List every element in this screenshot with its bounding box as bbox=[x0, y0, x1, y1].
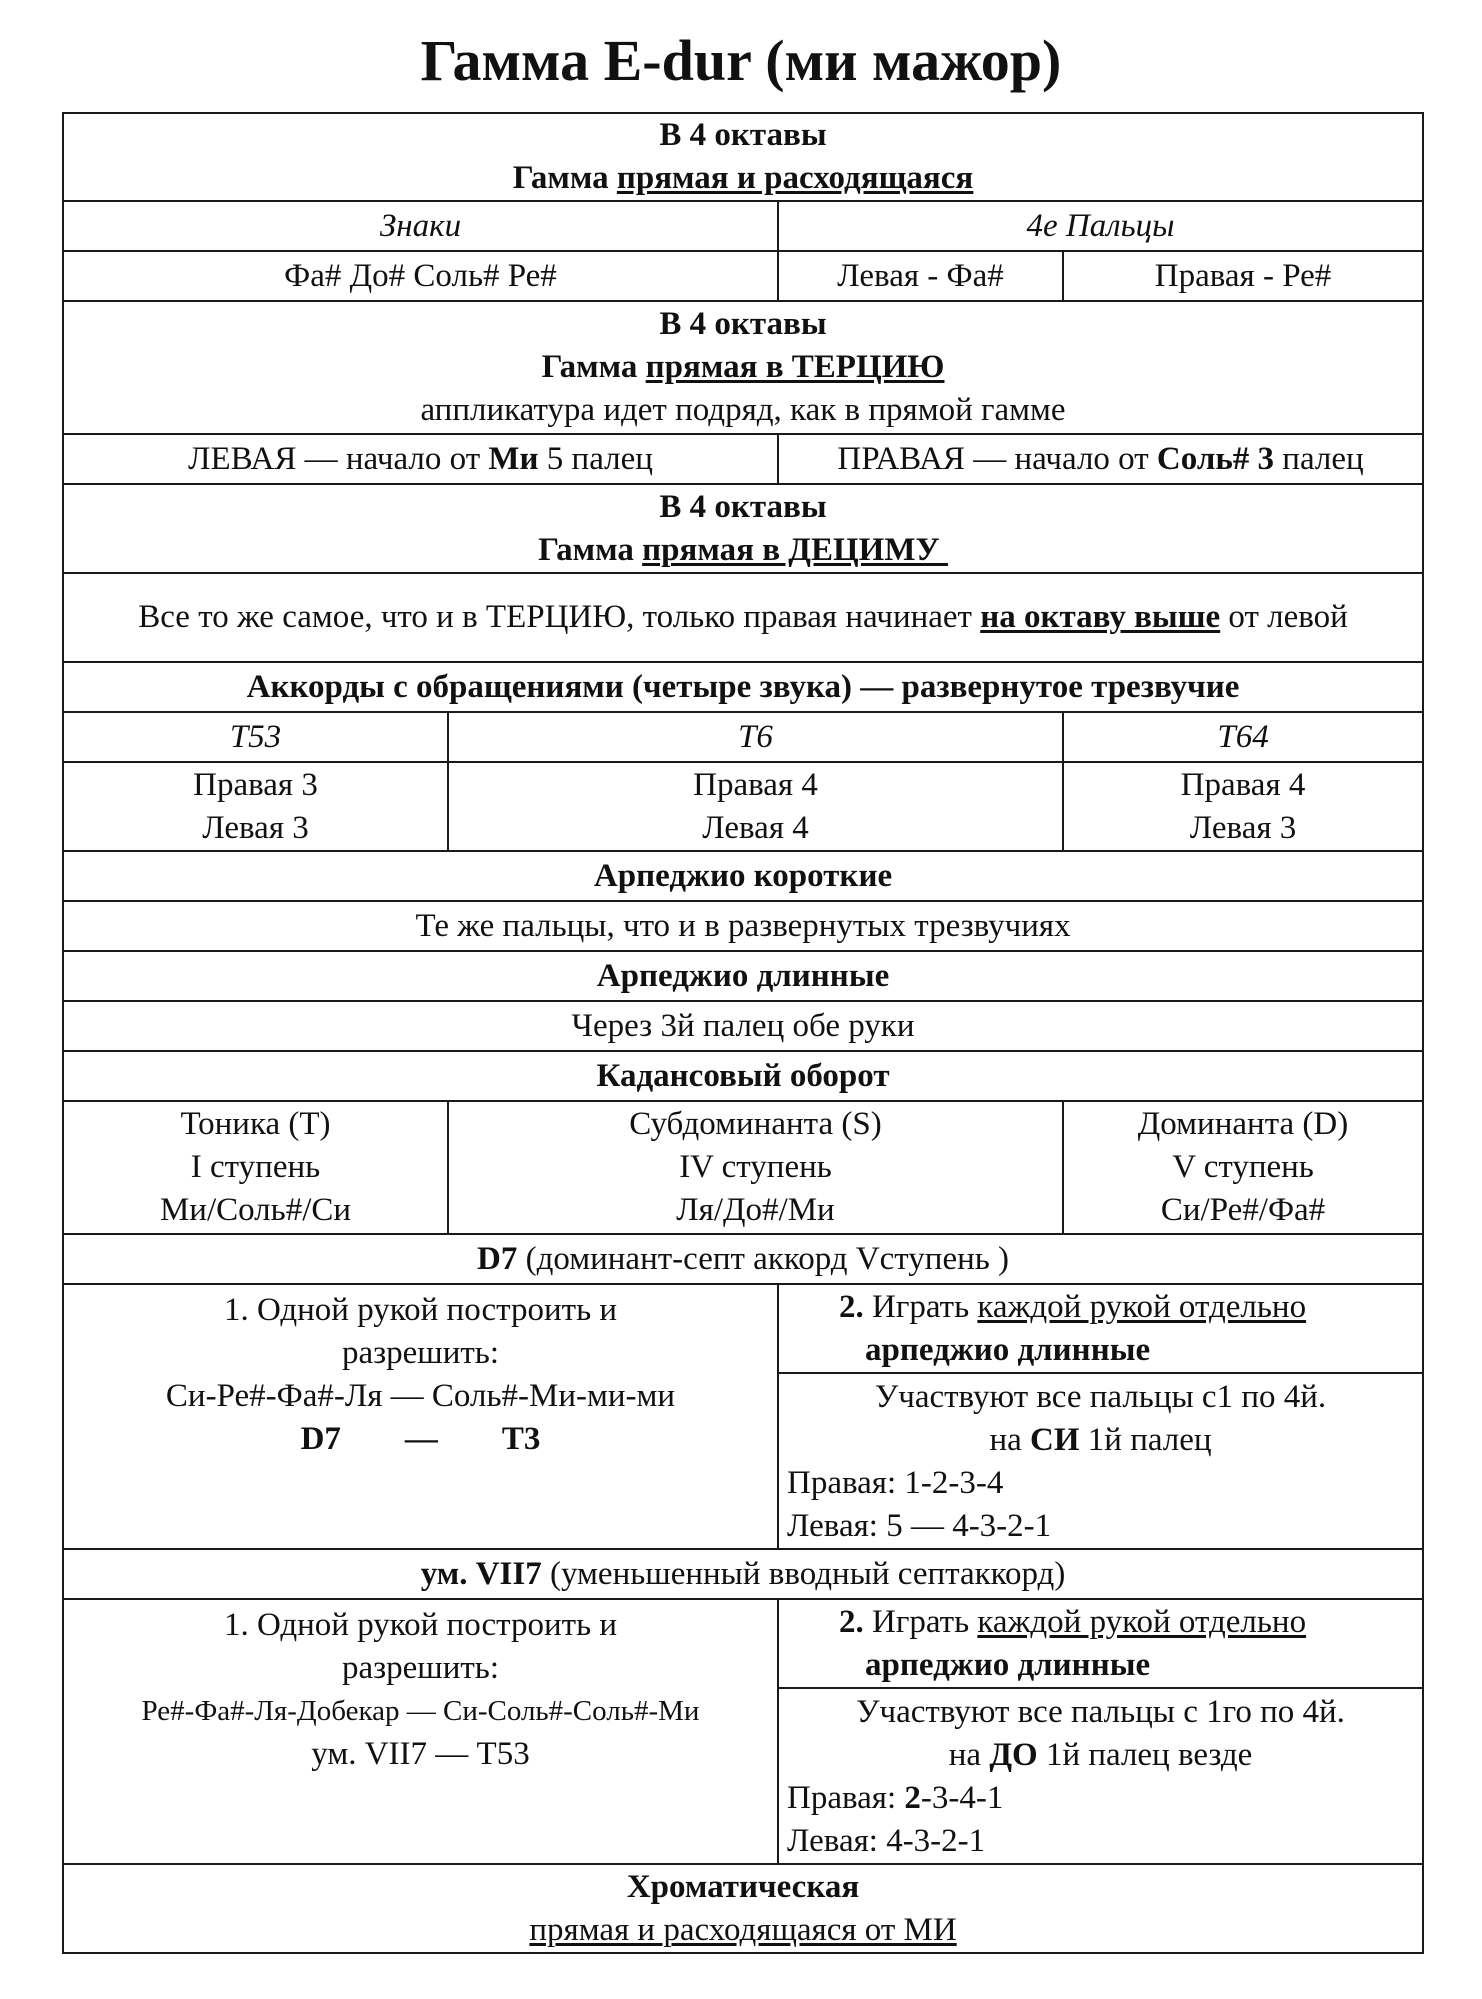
section3-sub-prefix: Гамма bbox=[538, 531, 643, 568]
arpeggio-long-text: Через 3й палец обе руки bbox=[63, 1001, 1423, 1051]
arpeggio-short-heading: Арпеджио короткие bbox=[63, 851, 1423, 901]
d7-fingering: Участвуют все пальцы с1 по 4й. на СИ 1й палец Правая: 1-2-3-4 Левая: 5 — 4-3-2-1 bbox=[778, 1373, 1423, 1549]
chord-fingering: Правая 4 Левая 4 bbox=[448, 762, 1063, 851]
right-fourth-finger: Правая - Ре# bbox=[1063, 251, 1423, 301]
section2-heading: В 4 октавы bbox=[659, 306, 827, 342]
signs-value: Фа# До# Соль# Ре# bbox=[63, 251, 778, 301]
section3-sub-underlined: прямая в ДЕЦИМУ bbox=[642, 531, 948, 568]
fingers-header: 4е Пальцы bbox=[778, 201, 1423, 251]
left-fourth-finger: Левая - Фа# bbox=[778, 251, 1063, 301]
chord-name: Т53 bbox=[63, 712, 448, 762]
section3-heading: В 4 октавы bbox=[659, 488, 827, 525]
section3-note: Все то же самое, что и в ТЕРЦИЮ, только правая начинает на октаву выше от левой bbox=[63, 573, 1423, 662]
third-left-start: ЛЕВАЯ — начало от Ми 5 палец bbox=[63, 434, 778, 484]
d7-heading: D7 (доминант-септ аккорд Vступень ) bbox=[63, 1234, 1423, 1284]
section2-sub-prefix: Гамма bbox=[541, 349, 646, 385]
d7-build-instructions: 1. Одной рукой построить и разрешить: Си-Ре#-Фа#-Ля — Соль#-Ми-ми-ми D7 — Т3 bbox=[63, 1284, 778, 1549]
cadence-subdominant: Субдоминанта (S) IV ступень Ля/До#/Ми bbox=[448, 1101, 1063, 1234]
arpeggio-long-heading: Арпеджио длинные bbox=[63, 951, 1423, 1001]
chromatic-text: прямая и расходящаяся от МИ bbox=[529, 1911, 957, 1948]
section1-sub-prefix: Гамма bbox=[512, 160, 617, 196]
vii7-sequence: Ре#-Фа#-Ля-Добекар — Си-Соль#-Соль#-Ми bbox=[141, 1695, 700, 1727]
vii7-play-instructions: 2. Играть каждой рукой отдельно арпеджио длинные bbox=[778, 1599, 1423, 1688]
section3-header bbox=[63, 484, 1423, 573]
signs-header: Знаки bbox=[63, 201, 778, 251]
chords-heading: Аккорды с обращениями (четыре звука) — развернутое трезвучие bbox=[63, 662, 1423, 712]
chromatic-heading: Хроматическая bbox=[626, 1868, 860, 1905]
vii7-fingering: Участвуют все пальцы с 1го по 4й. на ДО 1й палец везде Правая: 2-3-4-1 Левая: 4-3-2-1 bbox=[778, 1688, 1423, 1864]
cadence-tonic: Тоника (Т) I ступень Ми/Соль#/Си bbox=[63, 1101, 448, 1234]
section1-heading: В 4 октавы bbox=[659, 117, 827, 153]
section2-header bbox=[63, 301, 1423, 434]
section2-note: аппликатура идет подряд, как в прямой гамме bbox=[420, 392, 1066, 428]
section1-sub-underlined: прямая и расходящаяся bbox=[616, 160, 974, 196]
d7-play-instructions: 2. Играть каждой рукой отдельно арпеджио длинные bbox=[778, 1284, 1423, 1373]
chord-name: Т6 bbox=[448, 712, 1063, 762]
chord-fingering: Правая 3 Левая 3 bbox=[63, 762, 448, 851]
chord-fingering: Правая 4 Левая 3 bbox=[1063, 762, 1423, 851]
section2-sub-underlined: прямая в ТЕРЦИЮ bbox=[645, 349, 945, 385]
cadence-heading: Кадансовый оборот bbox=[63, 1051, 1423, 1101]
arpeggio-short-text: Те же пальцы, что и в развернутых трезвучиях bbox=[63, 901, 1423, 951]
d7-sequence: Си-Ре#-Фа#-Ля — Соль#-Ми-ми-ми bbox=[165, 1378, 676, 1414]
page-title: Гамма E-dur (ми мажор) bbox=[420, 28, 1062, 93]
scale-table bbox=[62, 112, 1424, 1954]
section1-header bbox=[63, 113, 1423, 201]
chord-name: Т64 bbox=[1063, 712, 1423, 762]
vii7-heading: ум. VII7 (уменьшенный вводный септаккорд) bbox=[63, 1549, 1423, 1599]
vii7-build-instructions: 1. Одной рукой построить и разрешить: Ре#-Фа#-Ля-Добекар — Си-Соль#-Соль#-Ми ум. VII7 — Т53 bbox=[63, 1599, 778, 1864]
chromatic-section bbox=[63, 1864, 1423, 1953]
third-right-start: ПРАВАЯ — начало от Соль# 3 палец bbox=[778, 434, 1423, 484]
cadence-dominant: Доминанта (D) V ступень Си/Ре#/Фа# bbox=[1063, 1101, 1423, 1234]
